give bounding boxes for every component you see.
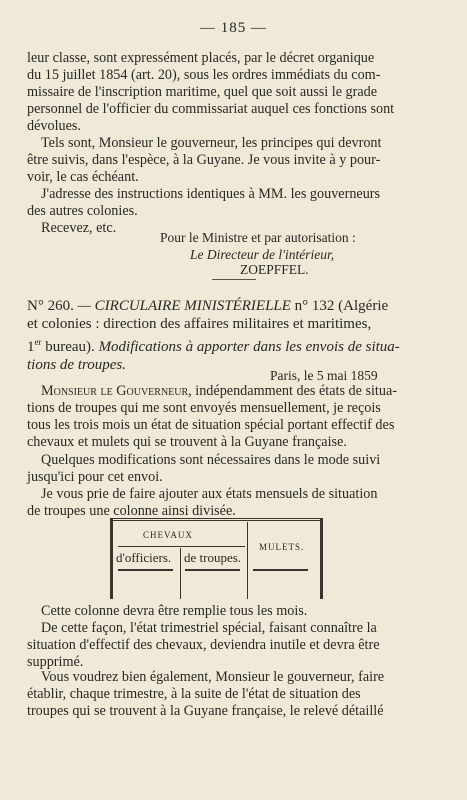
paragraph-1 [27, 50, 405, 135]
column-table [110, 518, 323, 599]
body-paragraph-1 [27, 383, 405, 451]
text-segment: 1 [27, 339, 35, 355]
text-line: De cette façon, l'état trimestriel spécial, faisant connaître la [41, 620, 377, 636]
text-line: tions de troupes. [27, 357, 127, 373]
table-divider [247, 522, 248, 599]
text-line: jusqu'ici pour cet envoi. [27, 469, 163, 485]
signature-line-2: Le Directeur de l'intérieur, [190, 247, 335, 262]
text-line: voir, le cas échéant. [27, 169, 139, 185]
salutation: Monsieur le Gouverneur [41, 383, 189, 399]
text-segment: , indépendamment des états de situa- [188, 383, 397, 399]
body-paragraph-2 [27, 452, 405, 486]
paragraph-3 [27, 186, 405, 220]
table-col-mules: MULETS. [259, 542, 305, 552]
separator-rule [212, 279, 256, 280]
text-line: Recevez, etc. [41, 220, 117, 236]
text-line: de troupes une colonne ainsi divisée. [27, 503, 236, 519]
text-segment: bureau). [41, 339, 95, 355]
text-line: être suivis, dans l'espèce, à la Guyane. Je vous invite à y pour- [27, 152, 381, 168]
text-line: chevaux et mulets qui se trouvent à la Guyane française. [27, 434, 347, 450]
circular-title-line [27, 297, 405, 315]
text-line: dévolues. [27, 118, 81, 134]
group-header-rule [118, 546, 245, 547]
text-line: des autres colonies. [27, 203, 138, 219]
table-group-header: CHEVAUX [143, 530, 193, 540]
body-paragraph-3 [27, 486, 405, 520]
circular-title: — CIRCULAIRE MINISTÉRIELLE [77, 298, 291, 314]
cell-rule [118, 569, 173, 571]
signature-line-1: Pour le Ministre et par autorisation : [160, 230, 356, 245]
table-top-rule [110, 518, 323, 524]
text-line: du 15 juillet 1854 (art. 20), sous les ordres immédiats du com- [27, 67, 381, 83]
body-paragraph-5 [27, 620, 405, 671]
text-line: tous les trois mois un état de situation spécial portant effectif des [27, 417, 395, 433]
text-line: Quelques modifications sont nécessaires dans le mode suivi [41, 452, 381, 468]
text-line: troupes qui se trouvent à la Guyane française, le relevé détaillé [27, 703, 384, 719]
superscript: er [34, 337, 42, 347]
text-line: tions de troupes qui me sont envoyés mensuellement, je reçois [27, 400, 381, 416]
table-col-troops: de troupes. [184, 550, 242, 565]
body-paragraph-6 [27, 669, 405, 720]
cell-rule [185, 569, 240, 571]
text-line: Tels sont, Monsieur le gouverneur, les principes qui devront [41, 135, 382, 151]
text-line: établir, chaque trimestre, à la suite de l'état de situation des [27, 686, 361, 702]
circular-heading [27, 297, 405, 374]
circular-number: N° 260. [27, 298, 74, 314]
circular-line-3 [27, 333, 405, 356]
body-line-1 [27, 383, 405, 400]
text-line: missaire de l'inscription maritime, quel que soit aussi le grade [27, 84, 378, 100]
circular-ref: n° 132 (Algérie [294, 298, 389, 314]
text-line: leur classe, sont expressément placés, par le décret organique [27, 50, 375, 66]
body-paragraph-4 [27, 603, 405, 620]
text-line: Je vous prie de faire ajouter aux états mensuels de situation [41, 486, 378, 502]
text-line: situation d'effectif des chevaux, deviendra inutile et devra être [27, 637, 380, 653]
table-divider [180, 548, 181, 599]
text-segment: Modifications à apporter dans les envois de situa- [98, 339, 400, 355]
table-col-officers: d'officiers. [116, 550, 172, 565]
cell-rule [253, 569, 308, 571]
text-line: et colonies : direction des affaires militaires et maritimes, [27, 316, 372, 332]
page-number: — 185 — [200, 20, 267, 36]
text-line: Cette colonne devra être remplie tous les mois. [41, 603, 308, 619]
text-line: Vous voudrez bien également, Monsieur le gouverneur, faire [41, 669, 385, 685]
text-line: personnel de l'officier du commissariat auquel ces fonctions sont [27, 101, 395, 117]
paragraph-2 [27, 135, 405, 186]
signature-name: ZOEPFFEL. [240, 262, 309, 277]
text-line: J'adresse des instructions identiques à MM. les gouverneurs [41, 186, 381, 202]
circular-date: Paris, le 5 mai 1859 [270, 368, 378, 383]
text-line: supprimé. [27, 654, 84, 670]
